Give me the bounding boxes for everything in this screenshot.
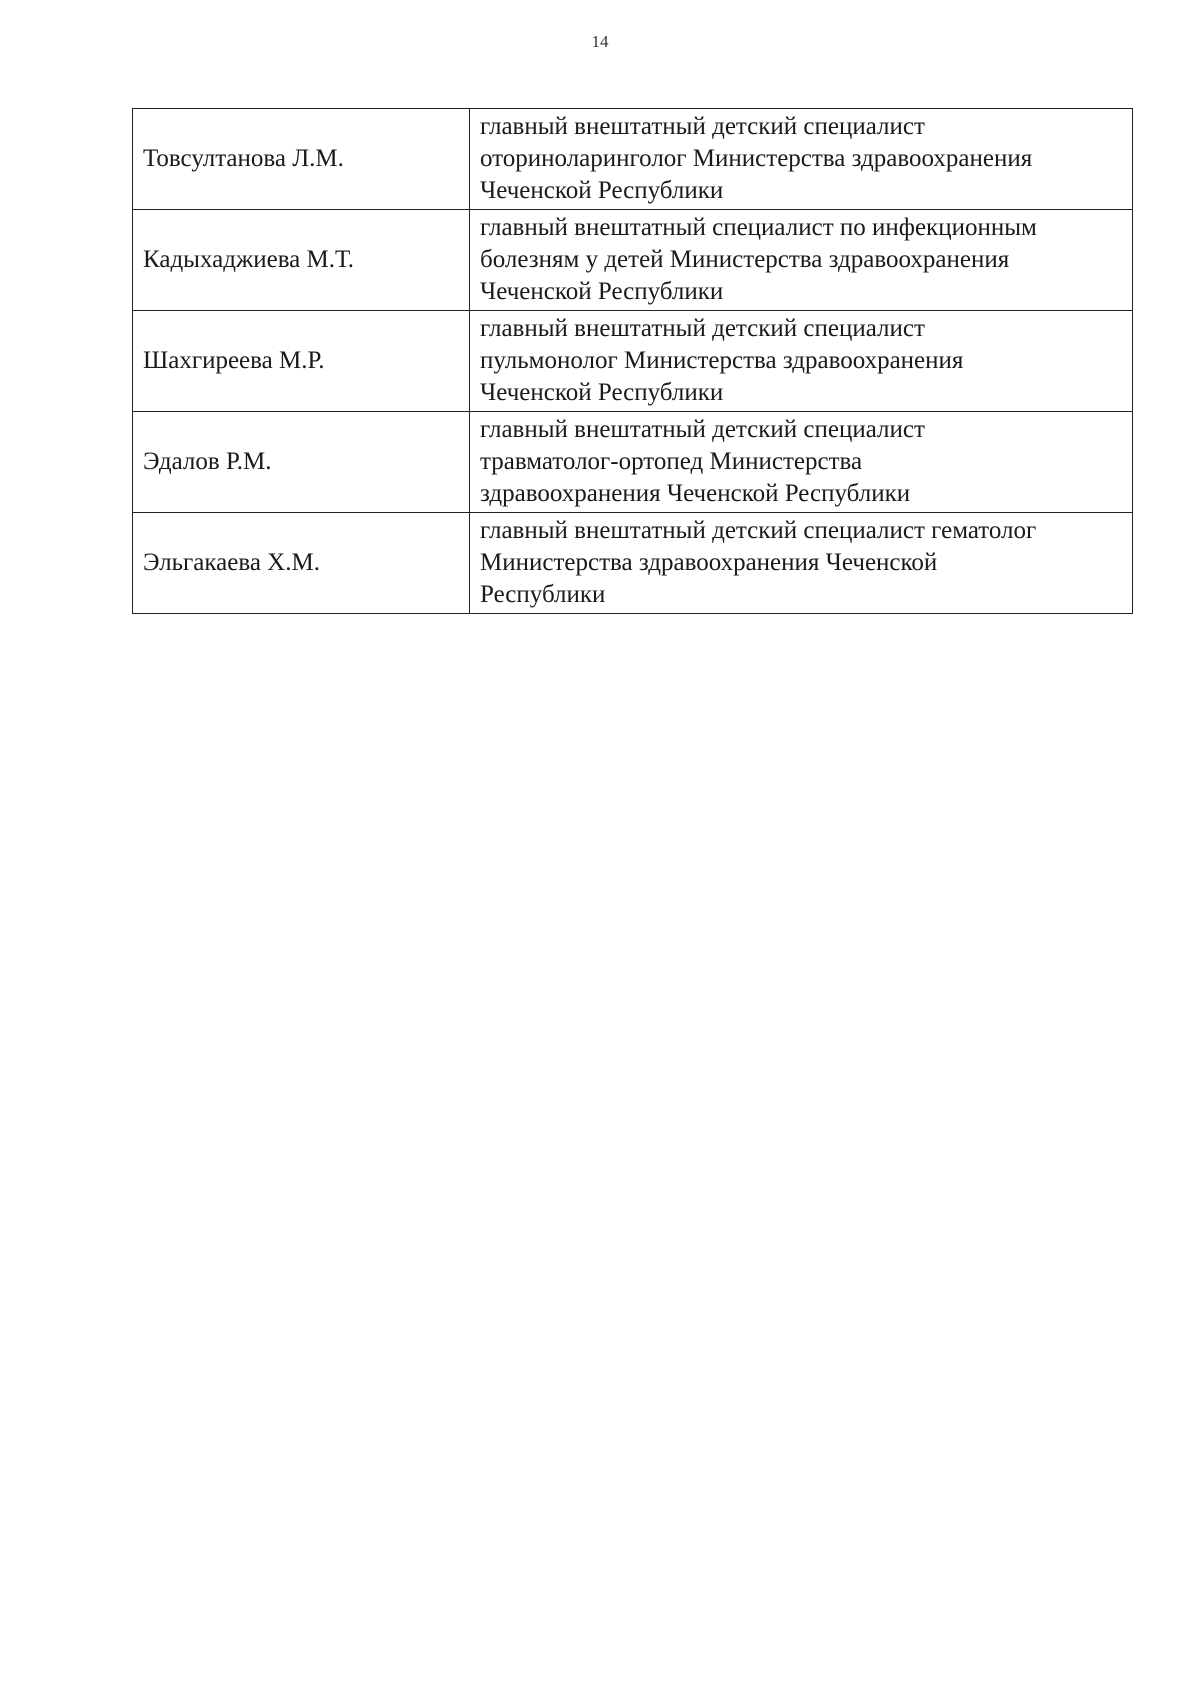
role-line: главный внештатный детский специалист	[480, 113, 925, 140]
role-line: главный внештатный детский специалист гематолог	[480, 517, 1037, 544]
table-row	[133, 109, 1133, 210]
page-number: 14	[591, 32, 609, 51]
specialist-role	[470, 513, 1133, 614]
table-row	[133, 311, 1133, 412]
role-line: здравоохранения Чеченской Республики	[480, 480, 911, 507]
role-line: главный внештатный специалист по инфекционным	[480, 214, 1037, 241]
role-line: Министерства здравоохранения Чеченской	[480, 549, 938, 576]
specialist-name: Кадыхаджиева М.Т.	[133, 210, 470, 311]
role-line: Чеченской Республики	[480, 278, 724, 305]
specialist-role	[470, 412, 1133, 513]
role-line: Республики	[480, 581, 606, 608]
specialist-name: Товсултанова Л.М.	[133, 109, 470, 210]
specialists-table	[132, 108, 1133, 614]
specialist-role	[470, 210, 1133, 311]
role-line: оториноларинголог Министерства здравоохранения	[480, 145, 1033, 172]
role-line: травматолог-ортопед Министерства	[480, 448, 863, 475]
role-line: Чеченской Республики	[480, 177, 724, 204]
role-line: главный внештатный детский специалист	[480, 416, 925, 443]
specialist-name: Эльгакаева Х.М.	[133, 513, 470, 614]
table-row	[133, 210, 1133, 311]
table-row	[133, 412, 1133, 513]
table-row	[133, 513, 1133, 614]
specialist-name: Эдалов Р.М.	[133, 412, 470, 513]
role-line: Чеченской Республики	[480, 379, 724, 406]
specialist-name: Шахгиреева М.Р.	[133, 311, 470, 412]
specialist-role	[470, 109, 1133, 210]
role-line: главный внештатный детский специалист	[480, 315, 925, 342]
specialist-role	[470, 311, 1133, 412]
role-line: болезням у детей Министерства здравоохранения	[480, 246, 1010, 273]
role-line: пульмонолог Министерства здравоохранения	[480, 347, 964, 374]
